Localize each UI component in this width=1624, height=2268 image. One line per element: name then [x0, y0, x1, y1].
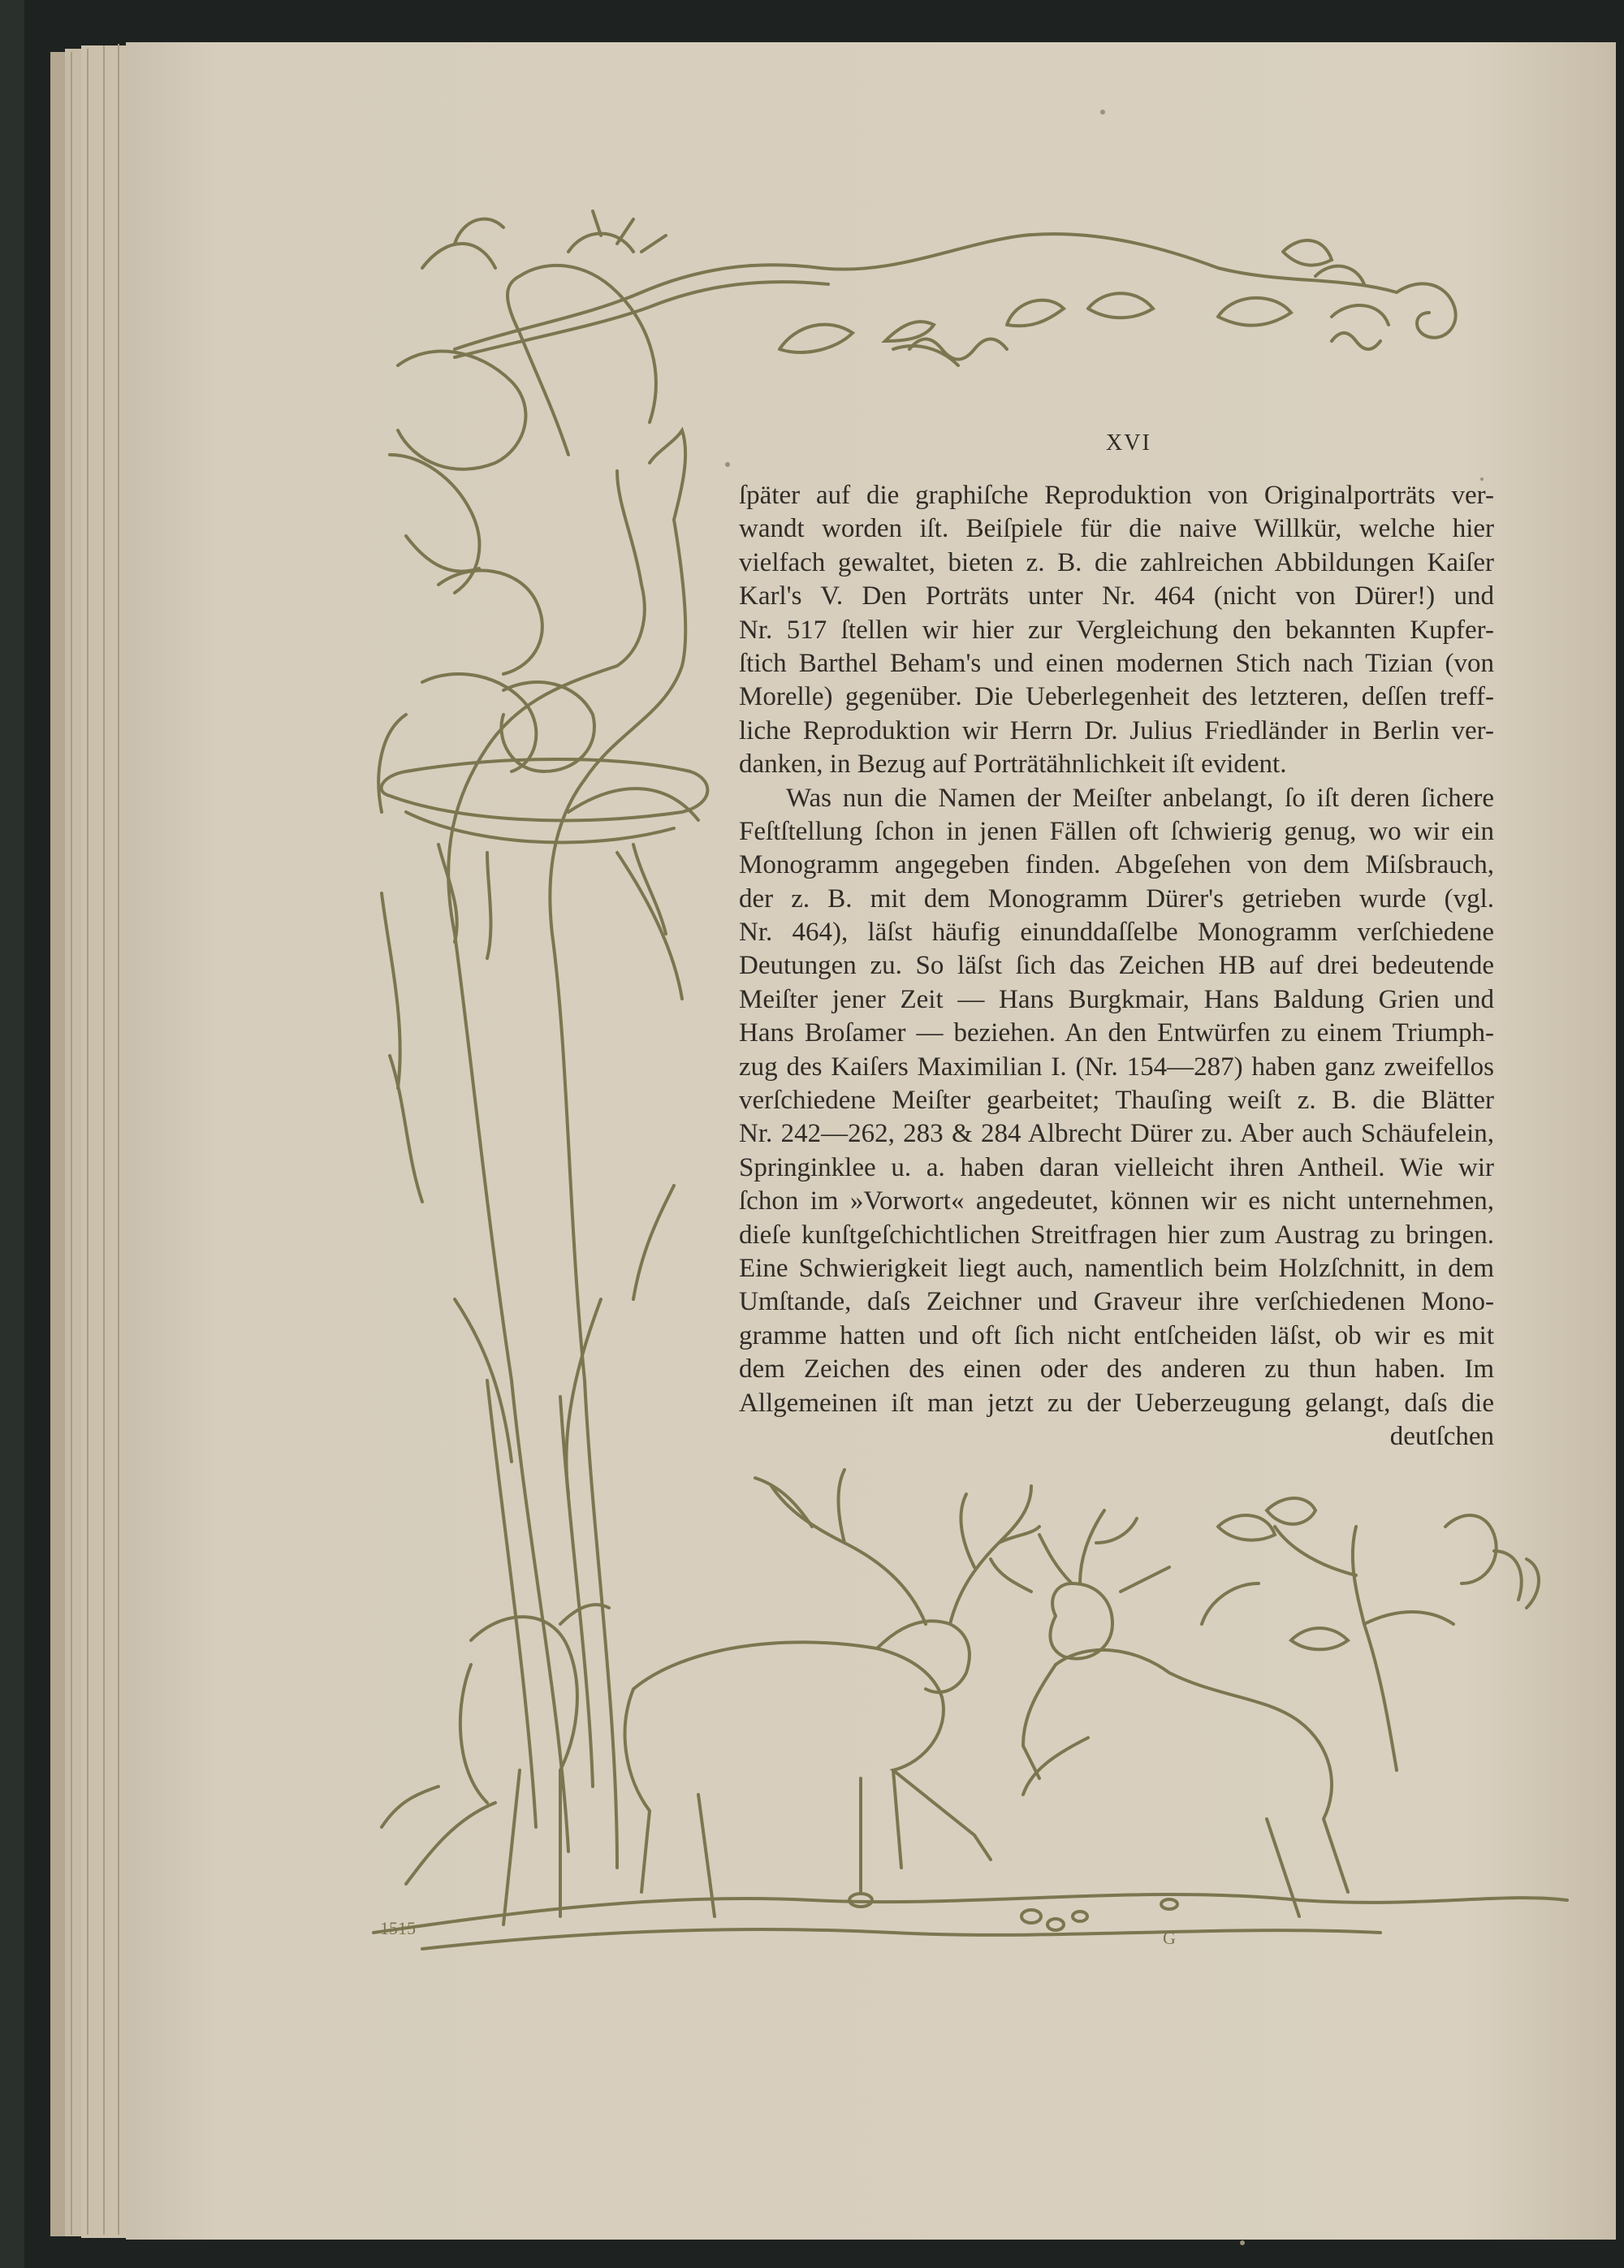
text-line: Nr. 464), läſst häufig einunddaſſelbe Monogramm verſchiedene	[739, 918, 1494, 948]
text-line: Feſtſtellung ſchon in jenen Fällen oft ſchwierig genug, wo wir ein	[739, 816, 1494, 846]
text-line: verſchiedene Meiſter gearbeitet; Thauſing weiſt z. B. die Blätter	[739, 1086, 1494, 1116]
text-line: Morelle) gegenüber. Die Ueberlegenheit des letzteren, deſſen treff-	[739, 682, 1494, 712]
text-line: deutſchen	[1389, 1421, 1494, 1451]
text-line: ſtich Barthel Beham's und einen modernen Stich nach Tizian (von	[739, 648, 1494, 678]
woodcut-year-mark: 1515	[380, 1918, 416, 1938]
text-line: Springinklee u. a. haben daran vielleicht ihren Antheil. Wie wir	[739, 1152, 1494, 1182]
text-line: Was nun die Namen der Meiſter anbelangt, ſo iſt deren ſichere	[786, 783, 1494, 813]
text-line: Karl's V. Den Porträts unter Nr. 464 (nicht von Dürer!) und	[739, 581, 1494, 611]
cover-spine	[0, 0, 24, 2268]
text-line: zug des Kaiſers Maximilian I. (Nr. 154—287) haben ganz zweifellos	[739, 1052, 1494, 1082]
text-line: ſchon im »Vorwort« angedeutet, können wir es nicht unternehmen,	[739, 1186, 1494, 1216]
body-text	[739, 479, 1494, 1454]
text-line: der z. B. mit dem Monogramm Dürer's getrieben wurde (vgl.	[739, 883, 1494, 914]
text-line: dem Zeichen des einen oder des anderen zu thun haben. Im	[739, 1354, 1494, 1385]
text-line: dieſe kunſtgeſchichtlichen Streitfragen hier zum Austrag zu bringen.	[739, 1220, 1494, 1250]
text-line: danken, in Bezug auf Porträtähnlichkeit iſt evident.	[739, 750, 1287, 780]
text-line: liche Reproduktion wir Herrn Dr. Julius Friedländer in Berlin ver-	[739, 715, 1494, 745]
text-line: Meiſter jener Zeit — Hans Burgkmair, Hans Baldung Grien und	[739, 984, 1494, 1014]
text-line: Nr. 242—262, 283 & 284 Albrecht Dürer zu. Aber auch Schäufelein,	[739, 1119, 1494, 1149]
woodcut-monogram: G	[1163, 1928, 1176, 1948]
text-line: vielfach gewaltet, bieten z. B. die zahlreichen Abbildungen Kaiſer	[739, 547, 1494, 577]
text-line: Deutungen zu. So läſst ſich das Zeichen HB auf drei bedeutende	[739, 951, 1494, 981]
text-line: Umſtande, daſs Zeichner und Graveur ihre verſchiedenen Mono-	[739, 1287, 1494, 1317]
text-line: Monogramm angegeben finden. Abgeſehen von dem Miſsbrauch,	[739, 850, 1494, 880]
text-line: Eine Schwierigkeit liegt auch, namentlich beim Holzſchnitt, in dem	[739, 1253, 1494, 1283]
page-number: XVI	[1106, 430, 1151, 456]
text-line: ſpäter auf die graphiſche Reproduktion von Originalporträts ver-	[739, 481, 1494, 510]
text-line: Allgemeinen iſt man jetzt zu der Ueberzeugung gelangt, daſs die	[739, 1388, 1494, 1418]
text-line: Nr. 517 ſtellen wir hier zur Vergleichung den bekannten Kupfer-	[739, 615, 1494, 645]
text-line: gramme hatten und oft ſich nicht entſcheiden läſst, ob wir es mit	[739, 1320, 1494, 1350]
text-line: wandt worden iſt. Beiſpiele für die naive Willkür, welche hier	[739, 514, 1494, 544]
text-line: Hans Broſamer — beziehen. An den Entwürfen zu einem Triumph-	[739, 1018, 1494, 1048]
